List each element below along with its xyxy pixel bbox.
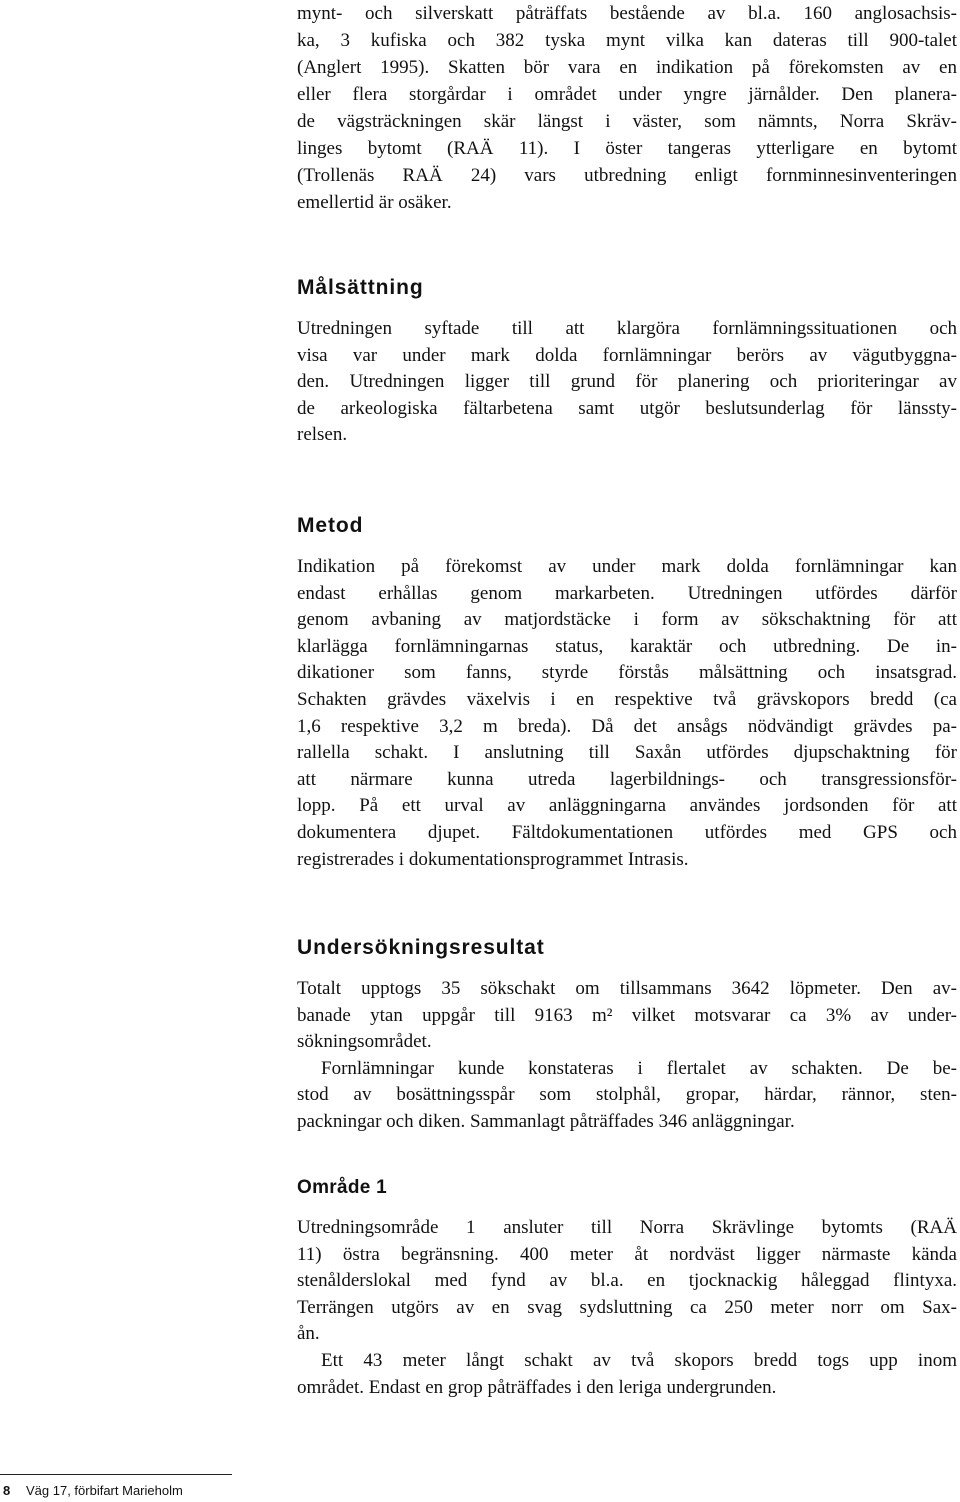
footer-divider (0, 1474, 232, 1475)
text-line: (Anglert 1995). Skatten bör vara en indikation på förekomsten av en (297, 57, 957, 78)
section-heading-metod: Metod (297, 514, 364, 537)
text-line: Totalt upptogs 35 sökschakt om tillsammans 3642 löpmeter. Den av- (297, 978, 957, 999)
text-line: rallella schakt. I anslutning till Saxån utfördes djupschaktning för (297, 742, 957, 764)
text-line: dikationer som fanns, styrde förstås målsättning och insatsgrad. (297, 662, 957, 684)
text-line: endast erhållas genom markarbeten. Utredningen utfördes därför (297, 582, 957, 604)
text-line: ka, 3 kufiska och 382 tyska mynt vilka kan dateras till 900-talet (297, 30, 957, 51)
text-line: Terrängen utgörs av en svag sydsluttning ca 250 meter norr om Sax- (297, 1296, 957, 1318)
section-heading-undersokningsresultat: Undersökningsresultat (297, 936, 545, 959)
text-line: 1,6 respektive 3,2 m breda). Då det ansågs nödvändigt grävdes pa- (297, 715, 957, 737)
text-line: registrerades i dokumentationsprogrammet Intrasis. (297, 848, 689, 870)
text-line: sökningsområdet. (297, 1031, 432, 1053)
text-line: genom avbaning av matjordstäcke i form av sökschaktning för att (297, 609, 957, 631)
text-line: ån. (297, 1323, 320, 1345)
undersokningsresultat-paragraph (297, 976, 957, 1136)
text-line: mynt- och silverskatt påträffats bestående av bl.a. 160 anglosachsis- (297, 3, 957, 24)
page-footer (3, 1482, 183, 1500)
text-line: Schakten grävdes växelvis i en respektive två grävskopors bredd (ca (297, 688, 957, 710)
text-line: stenålderslokal med fynd av bl.a. en tjocknackig håleggad flintyxa. (297, 1270, 957, 1292)
text-line: området. Endast en grop påträffades i den leriga undergrunden. (297, 1376, 777, 1398)
text-line: relsen. (297, 424, 348, 446)
text-line: dokumentera djupet. Fältdokumentationen utfördes med GPS och (297, 821, 957, 843)
text-line: lopp. På ett urval av anläggningarna användes jordsonden för att (297, 795, 957, 817)
text-line: klarlägga fornlämningarnas status, karaktär och utbredning. De in- (297, 635, 957, 657)
text-line: 11) östra begränsning. 400 meter åt nordväst ligger närmaste kända (297, 1243, 957, 1265)
text-line: stod av bosättningsspår som stolphål, gropar, härdar, rännor, sten- (297, 1084, 957, 1106)
text-line: Fornlämningar kunde konstateras i flertalet av schakten. De be- (321, 1057, 957, 1079)
text-line: de vägsträckningen skär längst i väster, som nämnts, Norra Skräv- (297, 111, 957, 132)
metod-paragraph (297, 554, 957, 873)
text-line: Indikation på förekomst av under mark dolda fornlämningar kan (297, 556, 957, 577)
text-line: banade ytan uppgår till 9163 m² vilket motsvarar ca 3% av under- (297, 1004, 957, 1026)
subsection-heading-omrade-1: Område 1 (297, 1177, 388, 1198)
text-line: Utredningen syftade till att klargöra fornlämningssituationen och (297, 318, 957, 339)
text-line: linges bytomt (RAÄ 11). I öster tangeras ytterligare en bytomt (297, 138, 957, 159)
text-line: emellertid är osäker. (297, 192, 452, 213)
text-line: eller flera storgårdar i området under yngre järnålder. Den planera- (297, 84, 957, 105)
text-line: visa var under mark dolda fornlämningar berörs av vägutbyggna- (297, 344, 957, 366)
text-line: den. Utredningen ligger till grund för planering och prioriteringar av (297, 371, 957, 393)
document-title: Väg 17, förbifart Marieholm (26, 1483, 183, 1498)
omrade-1-paragraph (297, 1215, 957, 1401)
text-line: Utredningsområde 1 ansluter till Norra Skrävlinge bytomts (RAÄ (297, 1217, 957, 1238)
page-number: 8 (3, 1483, 11, 1498)
intro-paragraph (297, 0, 957, 216)
malsattning-paragraph (297, 316, 957, 449)
text-line: packningar och diken. Sammanlagt påträffades 346 anläggningar. (297, 1110, 795, 1132)
section-heading-malsattning: Målsättning (297, 276, 424, 299)
text-line: (Trollenäs RAÄ 24) vars utbredning enligt fornminnesinventeringen (297, 165, 957, 186)
text-line: Ett 43 meter långt schakt av två skopors bredd togs upp inom (321, 1349, 957, 1371)
text-line: de arkeologiska fältarbetena samt utgör beslutsunderlag för länssty- (297, 397, 957, 419)
text-line: att närmare kunna utreda lagerbildnings- och transgressionsför- (297, 768, 957, 790)
